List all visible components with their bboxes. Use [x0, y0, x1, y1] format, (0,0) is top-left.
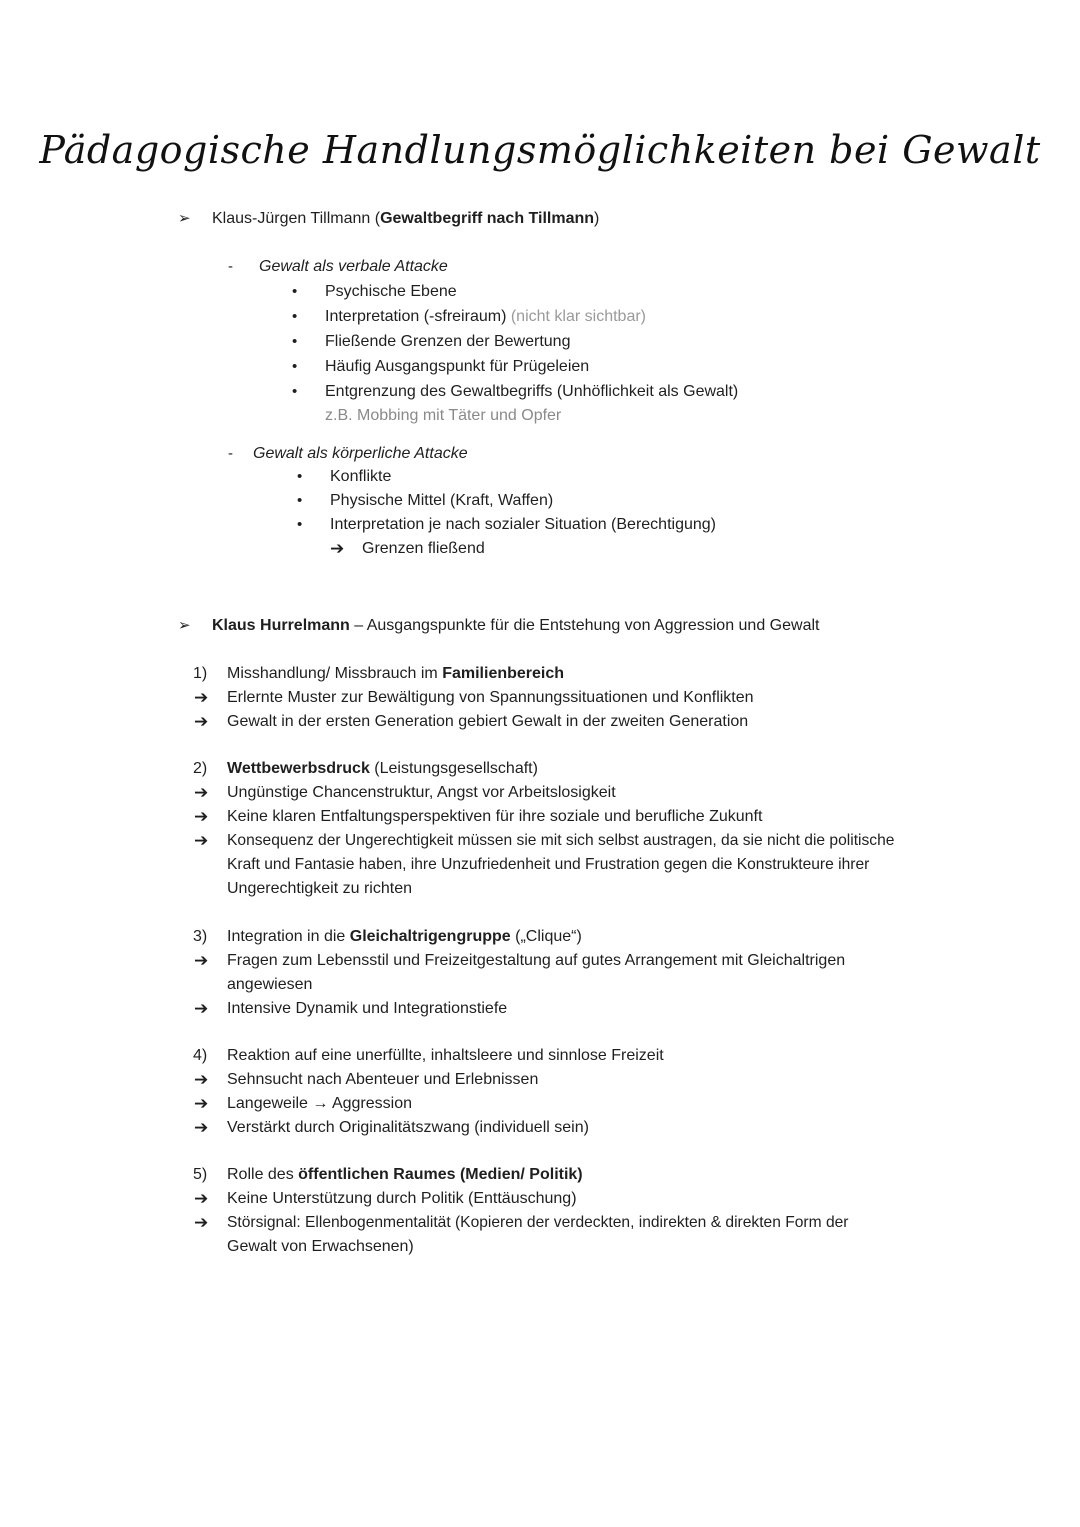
- list-item: Gewalt in der ersten Generation gebiert Gewalt in der zweiten Generation: [227, 713, 749, 730]
- example-note: z.B. Mobbing mit Täter und Opfer: [325, 407, 562, 424]
- section1-heading: Klaus-Jürgen Tillmann (Gewaltbegriff nach Tillmann): [212, 210, 600, 227]
- list-item: Psychische Ebene: [325, 283, 457, 300]
- list-number: 2): [193, 760, 208, 777]
- list-number: 4): [193, 1047, 208, 1064]
- list-number: 5): [193, 1166, 208, 1183]
- list-item: Verstärkt durch Originalitätszwang (individuell sein): [227, 1119, 589, 1136]
- list-number: 3): [193, 928, 208, 945]
- verbal-attack-label: Gewalt als verbale Attacke: [259, 258, 448, 275]
- bullet-dot-icon: •: [297, 468, 303, 485]
- dash-marker: -: [228, 445, 233, 462]
- list-item: Langeweile → Aggression: [227, 1095, 413, 1112]
- list-item: Störsignal: Ellenbogenmentalität (Kopieren der verdeckten, indirekten & direkten Form der: [227, 1214, 849, 1231]
- arrow-right-icon: ➔: [194, 1189, 209, 1208]
- point-heading: Wettbewerbsdruck (Leistungsgesellschaft): [227, 760, 538, 777]
- list-item: Häufig Ausgangspunkt für Prügeleien: [325, 358, 590, 375]
- arrow-right-icon: ➔: [330, 539, 345, 558]
- bullet-dot-icon: •: [292, 308, 298, 325]
- list-item: Ungünstige Chancenstruktur, Angst vor Arbeitslosigkeit: [227, 784, 616, 801]
- bullet-dot-icon: •: [292, 383, 298, 400]
- list-item: Keine Unterstützung durch Politik (Enttäuschung): [227, 1190, 577, 1207]
- arrow-right-icon: ➔: [194, 807, 209, 826]
- arrow-right-icon: ➔: [194, 951, 209, 970]
- list-item: Entgrenzung des Gewaltbegriffs (Unhöflichkeit als Gewalt): [325, 383, 739, 400]
- bullet-dot-icon: •: [292, 358, 298, 375]
- arrow-right-icon: ➔: [194, 1094, 209, 1113]
- list-item: Konsequenz der Ungerechtigkeit müssen sie mit sich selbst austragen, da sie nicht die politische: [227, 832, 895, 849]
- bullet-dot-icon: •: [297, 492, 303, 509]
- list-item: Physische Mittel (Kraft, Waffen): [330, 492, 554, 509]
- list-item-continuation: angewiesen: [227, 976, 313, 993]
- point-heading: Misshandlung/ Missbrauch im Familienbereich: [227, 665, 565, 682]
- point-heading: Rolle des öffentlichen Raumes (Medien/ Politik): [227, 1166, 583, 1183]
- arrow-right-icon: ➔: [194, 1118, 209, 1137]
- list-item: Intensive Dynamik und Integrationstiefe: [227, 1000, 508, 1017]
- bullet-dot-icon: •: [292, 333, 298, 350]
- list-item: Grenzen fließend: [362, 540, 485, 557]
- list-item: Fragen zum Lebensstil und Freizeitgestaltung auf gutes Arrangement mit Gleichaltrigen: [227, 952, 846, 969]
- arrow-right-icon: ➔: [194, 999, 209, 1018]
- list-item: Erlernte Muster zur Bewältigung von Spannungssituationen und Konflikten: [227, 689, 754, 706]
- grey-note: (nicht klar sichtbar): [510, 308, 646, 325]
- point-heading: Reaktion auf eine unerfüllte, inhaltsleere und sinnlose Freizeit: [227, 1047, 664, 1064]
- arrow-right-icon: ➔: [194, 831, 209, 850]
- section2-heading: Klaus Hurrelmann – Ausgangspunkte für die Entstehung von Aggression und Gewalt: [212, 617, 820, 634]
- section-bullet-icon: ➢: [178, 617, 191, 634]
- list-item-continuation: Kraft und Fantasie haben, ihre Unzufriedenheit und Frustration gegen die Konstrukteure ihrer: [227, 856, 870, 873]
- list-number: 1): [193, 665, 208, 682]
- list-item: Interpretation je nach sozialer Situation (Berechtigung): [330, 516, 716, 533]
- list-item: Sehnsucht nach Abenteuer und Erlebnissen: [227, 1071, 539, 1088]
- list-item-continuation: Gewalt von Erwachsenen): [227, 1238, 414, 1255]
- page-title: Pädagogische Handlungsmöglichkeiten bei Gewalt: [39, 128, 1041, 172]
- list-item: Interpretation (-sfreiraum) (nicht klar sichtbar): [325, 308, 646, 325]
- arrow-right-icon: ➔: [194, 712, 209, 731]
- section-bullet-icon: ➢: [178, 210, 191, 227]
- point-heading: Integration in die Gleichaltrigengruppe („Clique“): [227, 928, 582, 945]
- list-item: Keine klaren Entfaltungsperspektiven für ihre soziale und berufliche Zukunft: [227, 808, 763, 825]
- arrow-right-icon: ➔: [194, 1070, 209, 1089]
- dash-marker: -: [228, 258, 233, 275]
- bullet-dot-icon: •: [292, 283, 298, 300]
- list-item: Fließende Grenzen der Bewertung: [325, 333, 571, 350]
- list-item: Konflikte: [330, 468, 392, 485]
- bullet-dot-icon: •: [297, 516, 303, 533]
- physical-attack-label: Gewalt als körperliche Attacke: [253, 445, 468, 462]
- arrow-right-icon: ➔: [194, 688, 209, 707]
- arrow-right-icon: ➔: [194, 1213, 209, 1232]
- arrow-right-icon: ➔: [194, 783, 209, 802]
- list-item-continuation: Ungerechtigkeit zu richten: [227, 880, 412, 897]
